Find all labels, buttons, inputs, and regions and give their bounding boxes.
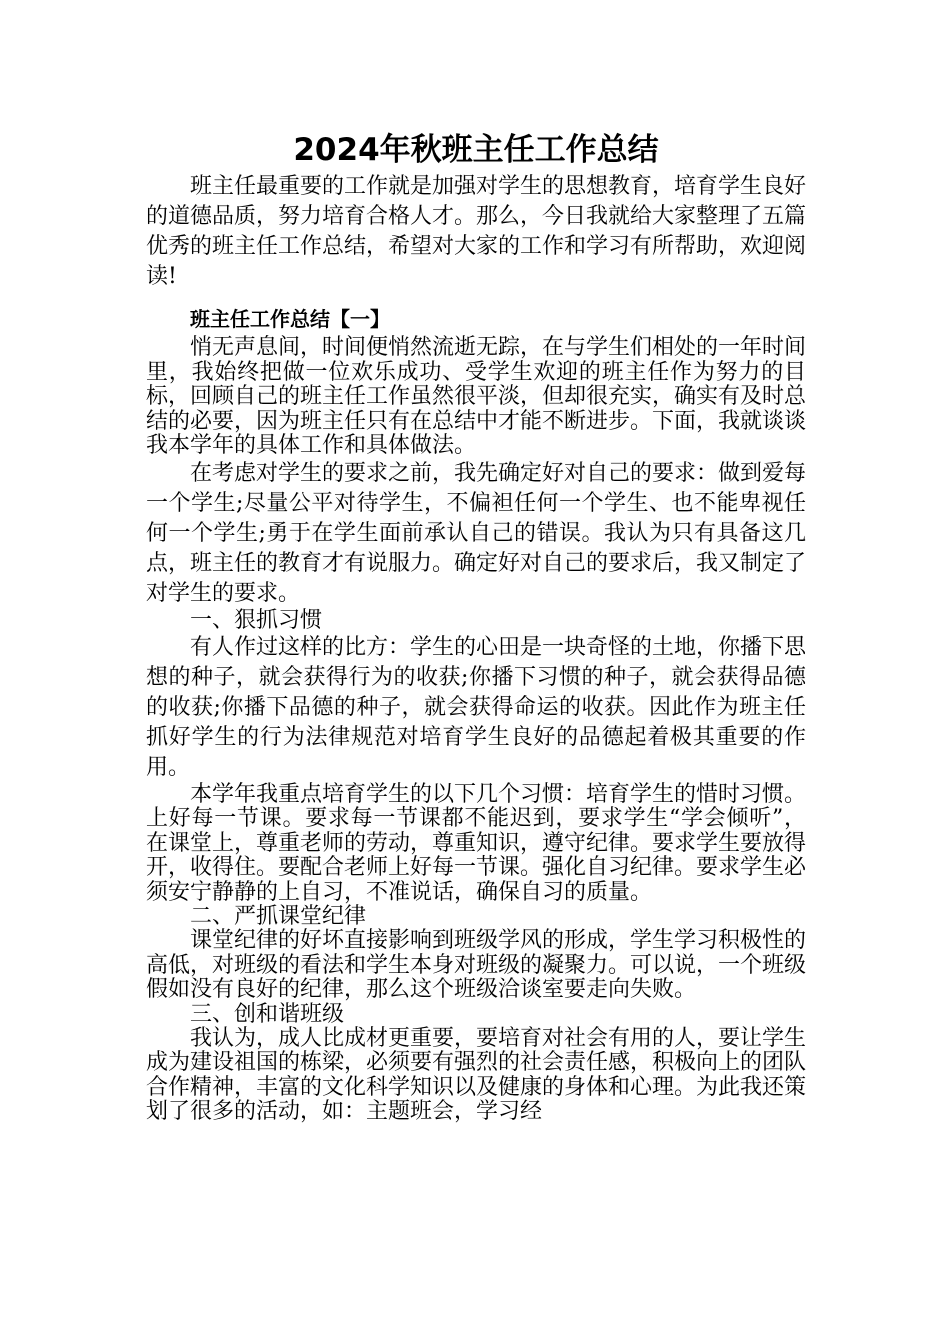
subheading-discipline: 二、严抓课堂纪律 xyxy=(190,904,367,929)
section-heading: 班主任工作总结【一】 xyxy=(190,307,390,331)
subheading-harmony: 三、创和谐班级 xyxy=(190,1001,345,1027)
document-title: 2024年秋班主任工作总结 xyxy=(293,132,659,168)
paragraph-1: 悄无声息间，时间便悄然流逝无踪，在与学生们相处的一年时间里，我始终把做一位欢乐成功、受学生欢迎的班主任作为努力的目标，回顾自己的班主任工作虽然很平淡，但却很充实，确实有及时总结的必要，因为班主任只有在总结中才能不断进步。下面，我就谈谈我本学年的具体工作和具体做法。 xyxy=(146,335,807,458)
paragraph-5: 课堂纪律的好坏直接影响到班级学风的形成，学生学习积极性的高低，对班级的看法和学生本身对班级的凝聚力。可以说，一个班级假如没有良好的纪律，那么这个班级洽谈室要走向失败。 xyxy=(146,928,807,1002)
intro-paragraph: 班主任最重要的工作就是加强对学生的思想教育，培育学生良好的道德品质，努力培育合格人才。那么，今日我就给大家整理了五篇优秀的班主任工作总结，希望对大家的工作和学习有所帮助，欢迎阅读! xyxy=(146,174,807,289)
paragraph-4: 本学年我重点培育学生的以下几个习惯：培育学生的惜时习惯。上好每一节课。要求每一节课都不能迟到，要求学生“学会倾听”，在课堂上，尊重老师的劳动，尊重知识，遵守纪律。要求学生要放得开，收得住。要配合老师上好每一节课。强化自习纪律。要求学生必须安宁静静的上自习，不准说话，确保自习的质量。 xyxy=(146,781,807,905)
paragraph-2: 在考虑对学生的要求之前，我先确定好对自己的要求：做到爱每一个学生;尽量公平对待学生，不偏袒任何一个学生、也不能卑视任何一个学生;勇于在学生面前承认自己的错误。我认为只有具备这几点，班主任的教育才有说服力。确定好对自己的要求后，我又制定了对学生的要求。 xyxy=(146,460,807,606)
paragraph-3: 有人作过这样的比方：学生的心田是一块奇怪的土地，你播下思想的种子，就会获得行为的收获;你播下习惯的种子，就会获得品德的收获;你播下品德的种子，就会获得命运的收获。因此作为班主任抓好学生的行为法律规范对培育学生良好的品德起着极其重要的作用。 xyxy=(146,634,807,780)
subheading-habits: 一、狠抓习惯 xyxy=(190,607,323,633)
document-page xyxy=(146,128,806,1125)
paragraph-6: 我认为，成人比成材更重要，要培育对社会有用的人，要让学生成为建设祖国的栋梁，必须要有强烈的社会责任感，积极向上的团队合作精神，丰富的文化科学知识以及健康的身体和心理。为此我还策划了很多的活动，如：主题班会，学习经 xyxy=(146,1025,807,1124)
